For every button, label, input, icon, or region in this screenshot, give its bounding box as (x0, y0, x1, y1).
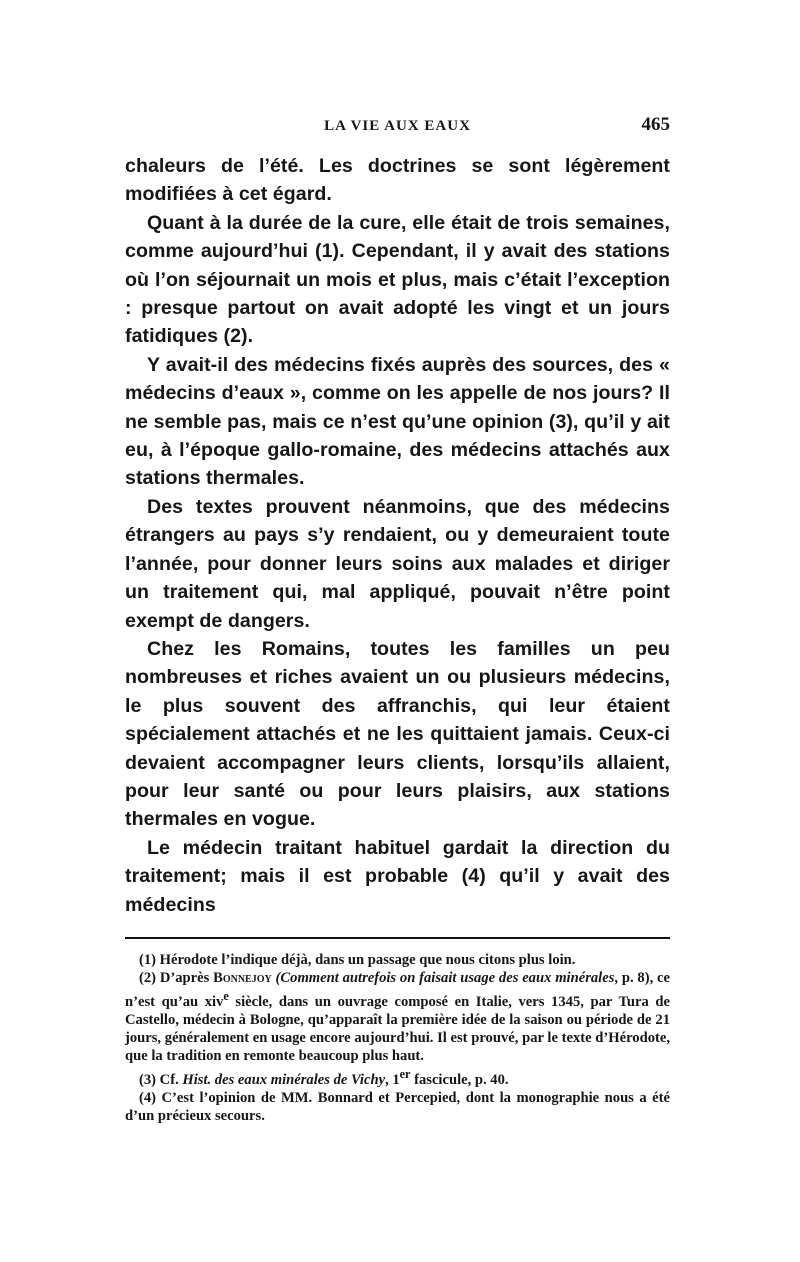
footnote-2-prefix: (2) D’après (139, 969, 214, 986)
running-title: LA VIE AUX EAUX (324, 118, 471, 134)
footnote-3-text: , 1 (385, 1071, 400, 1088)
footnote-2-text-cont: siècle, dans un ouvrage composé en Italie, vers 1345, par Tura de Castello, médecin à Bologne, qu’apparaît la première idée de la saison ou période de 21 jours, généralement en usage encore aujourd’hui. Il est prouvé, par le texte d’Hérodote, que la tradition en remonte beaucoup plus haut. (125, 993, 670, 1064)
footnote-2-superscript: e (223, 988, 229, 1003)
paragraph: chaleurs de l’été. Les doctrines se sont légèrement modifiées à cet égard. (125, 155, 670, 206)
footnote-4: (4) C’est l’opinion de MM. Bonnard et Percepied, dont la monographie nous a été d’un précieux secours. (125, 1089, 670, 1124)
page-number: 465 (641, 114, 670, 135)
body-text (125, 152, 670, 919)
paragraph: Quant à la durée de la cure, elle était de trois semaines, comme aujourd’hui (1). Cependant, il y avait des stations où l’on séjournait un mois et plus, mais c’était l’exception : presque partout on avait adopté les vingt et un jours fatidiques (2). (125, 211, 670, 348)
paragraph: Le médecin traitant habituel gardait la direction du traitement; mais il est probable (4) qu’il y avait des médecins (125, 836, 670, 916)
footnote-2-title: (Comment autrefois on faisait usage des eaux minérales (275, 969, 615, 986)
paragraph: Des textes prouvent néanmoins, que des médecins étrangers au pays s’y rendaient, ou y demeuraient toute l’année, pour donner leurs soins aux malades et diriger un traitement qui, mal appliqué, pouvait n’être point exempt de dangers. (125, 495, 670, 632)
footnote-3-text-cont: fascicule, p. 40. (410, 1071, 509, 1088)
running-head (125, 110, 670, 140)
footnote-3-title: Hist. des eaux minérales de Vichy (182, 1071, 386, 1088)
footnote-3-superscript: er (399, 1066, 411, 1081)
footnote-3-prefix: (3) Cf. (139, 1071, 183, 1088)
paragraph: Y avait-il des médecins fixés auprès des sources, des « médecins d’eaux », comme on les appelle de nos jours? Il ne semble pas, mais ce n’est qu’une opinion (3), qu’il y ait eu, à l’époque gallo-romaine, des médecins attachés aux stations thermales. (125, 353, 670, 490)
footnote-2-text: , p. 8), ce n’est qu’au xiv (125, 969, 670, 1010)
footnote-divider (125, 937, 670, 939)
footnotes (125, 951, 670, 1125)
footnote-1: (1) Hérodote l’indique déjà, dans un passage que nous citons plus loin. (139, 951, 576, 968)
footnote-2 (125, 969, 670, 1065)
footnote-2-author: Bonnejoy (213, 969, 272, 986)
book-page (125, 110, 670, 1125)
footnote-3 (125, 1065, 670, 1089)
paragraph: Chez les Romains, toutes les familles un peu nombreuses et riches avaient un ou plusieurs médecins, le plus souvent des affranchis, qui leur étaient spécialement attachés et ne les quittaient jamais. Ceux-ci devaient accompagner leurs clients, lorsqu’ils allaient, pour leur santé ou pour leurs plaisirs, aux stations thermales en vogue. (125, 637, 670, 831)
